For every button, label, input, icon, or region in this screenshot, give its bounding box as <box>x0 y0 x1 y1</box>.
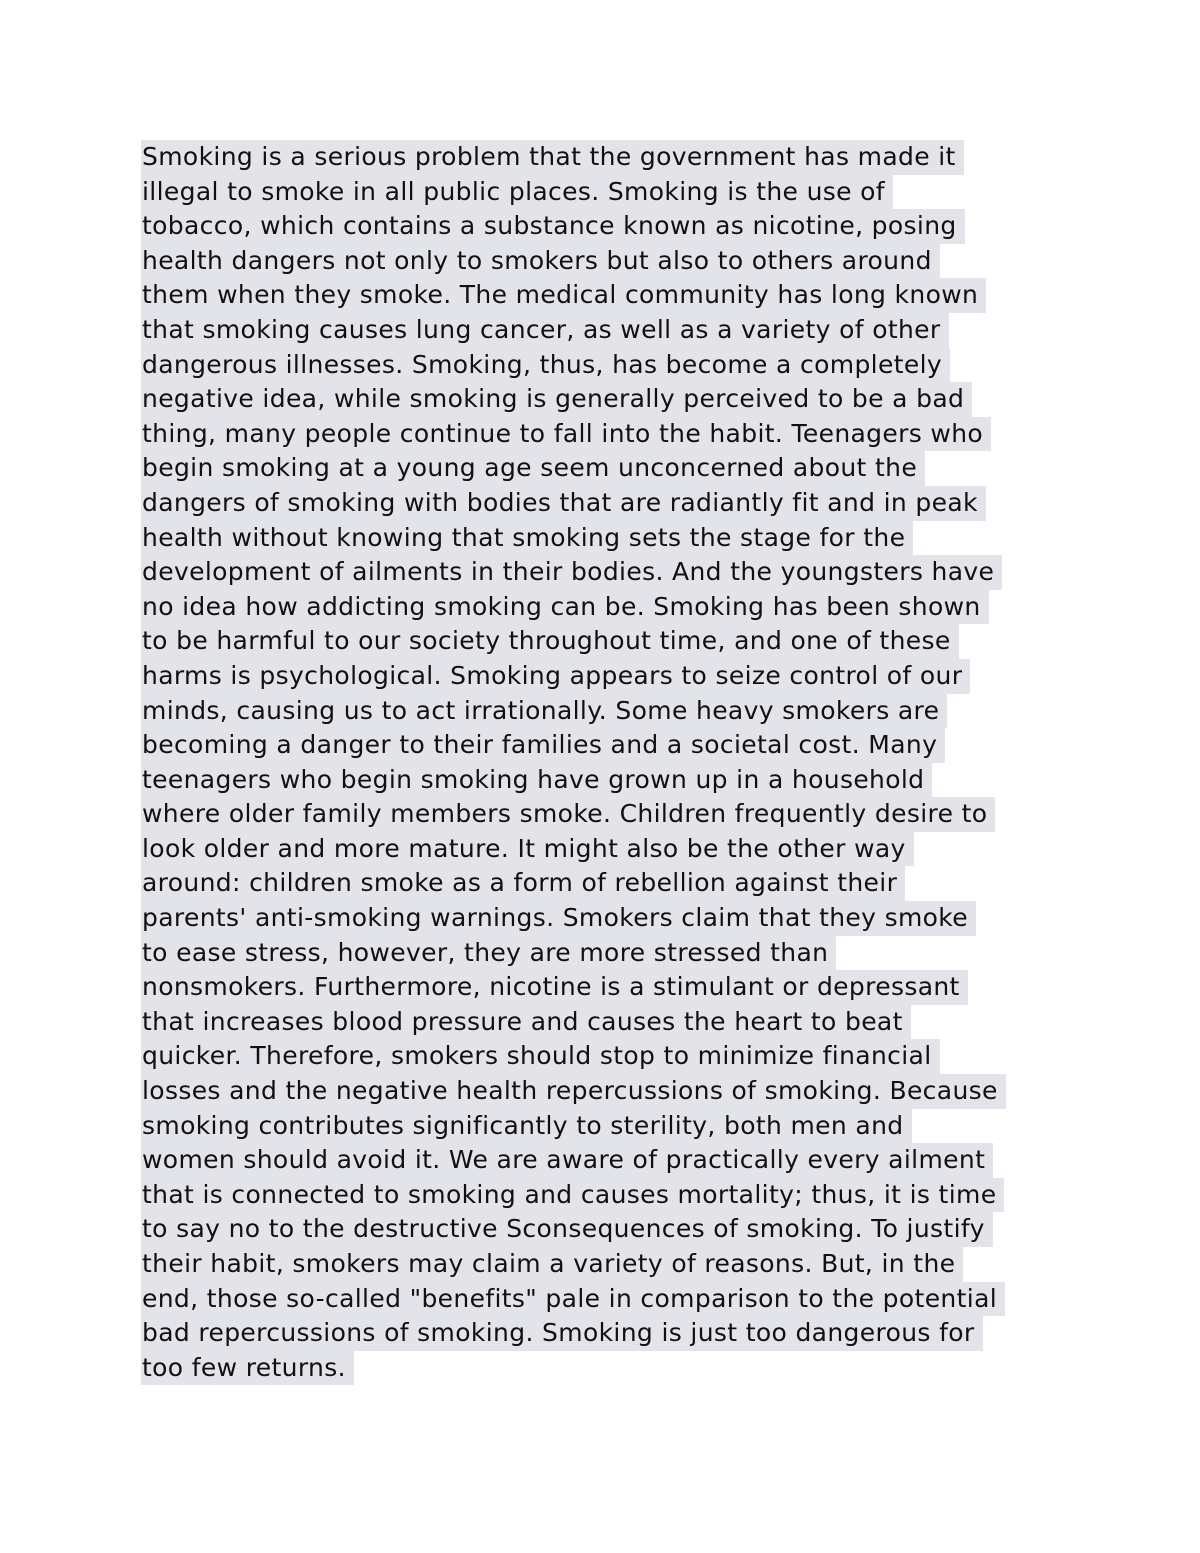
text-line <box>141 1039 1101 1074</box>
text-line-content: teenagers who begin smoking have grown up in a household <box>141 763 932 798</box>
text-line <box>141 936 1101 971</box>
text-line-content: smoking contributes significantly to sterility, both men and <box>141 1109 912 1144</box>
text-line <box>141 1005 1101 1040</box>
text-line <box>141 763 1101 798</box>
text-line <box>141 624 1101 659</box>
text-line <box>141 866 1101 901</box>
text-line <box>141 1109 1101 1144</box>
text-line-content: Smoking is a serious problem that the government has made it <box>141 140 964 175</box>
text-line <box>141 728 1101 763</box>
text-line <box>141 175 1101 210</box>
text-line <box>141 417 1101 452</box>
text-line-content: dangerous illnesses. Smoking, thus, has become a completely <box>141 348 950 383</box>
text-line-content: where older family members smoke. Children frequently desire to <box>141 797 995 832</box>
text-line-content: to ease stress, however, they are more stressed than <box>141 936 836 971</box>
text-line <box>141 451 1101 486</box>
text-line <box>141 1074 1101 1109</box>
text-line <box>141 278 1101 313</box>
text-line-content: health dangers not only to smokers but also to others around <box>141 244 940 279</box>
text-line-content: bad repercussions of smoking. Smoking is just too dangerous for <box>141 1316 983 1351</box>
text-line-content: women should avoid it. We are aware of practically every ailment <box>141 1143 993 1178</box>
text-line-content: minds, causing us to act irrationally. Some heavy smokers are <box>141 694 947 729</box>
text-line-content: to say no to the destructive Sconsequences of smoking. To justify <box>141 1212 993 1247</box>
text-line-content: look older and more mature. It might also be the other way <box>141 832 914 867</box>
text-line <box>141 832 1101 867</box>
text-line <box>141 521 1101 556</box>
text-line-content: them when they smoke. The medical community has long known <box>141 278 986 313</box>
text-line-content: that increases blood pressure and causes the heart to beat <box>141 1005 911 1040</box>
text-line-content: their habit, smokers may claim a variety of reasons. But, in the <box>141 1247 963 1282</box>
text-line <box>141 1351 1101 1386</box>
text-line <box>141 694 1101 729</box>
text-line-content: negative idea, while smoking is generally perceived to be a bad <box>141 382 972 417</box>
text-line-content: parents' anti-smoking warnings. Smokers claim that they smoke <box>141 901 976 936</box>
text-line <box>141 486 1101 521</box>
text-line <box>141 1178 1101 1213</box>
text-line <box>141 244 1101 279</box>
text-line-content: that is connected to smoking and causes mortality; thus, it is time <box>141 1178 1004 1213</box>
text-line <box>141 1143 1101 1178</box>
text-line-content: quicker. Therefore, smokers should stop to minimize financial <box>141 1039 940 1074</box>
text-line-content: development of ailments in their bodies. And the youngsters have <box>141 555 1002 590</box>
text-line <box>141 140 1101 175</box>
text-line-content: tobacco, which contains a substance known as nicotine, posing <box>141 209 965 244</box>
text-line <box>141 1247 1101 1282</box>
text-line <box>141 209 1101 244</box>
text-line <box>141 590 1101 625</box>
text-line-content: nonsmokers. Furthermore, nicotine is a stimulant or depressant <box>141 970 968 1005</box>
text-line <box>141 797 1101 832</box>
text-line-content: dangers of smoking with bodies that are radiantly fit and in peak <box>141 486 986 521</box>
text-line-content: around: children smoke as a form of rebellion against their <box>141 866 905 901</box>
text-line <box>141 1282 1101 1317</box>
text-line-content: illegal to smoke in all public places. Smoking is the use of <box>141 175 893 210</box>
text-line <box>141 382 1101 417</box>
text-line-content: begin smoking at a young age seem unconcerned about the <box>141 451 925 486</box>
text-line-content: health without knowing that smoking sets the stage for the <box>141 521 913 556</box>
text-line <box>141 901 1101 936</box>
text-line-content: too few returns. <box>141 1351 354 1386</box>
text-line-content: that smoking causes lung cancer, as well as a variety of other <box>141 313 949 348</box>
text-line <box>141 555 1101 590</box>
body-paragraph <box>141 140 1101 1385</box>
text-line-content: losses and the negative health repercussions of smoking. Because <box>141 1074 1006 1109</box>
text-line-content: thing, many people continue to fall into the habit. Teenagers who <box>141 417 991 452</box>
text-line-content: no idea how addicting smoking can be. Smoking has been shown <box>141 590 989 625</box>
text-line-content: end, those so-called "benefits" pale in comparison to the potential <box>141 1282 1005 1317</box>
text-line <box>141 313 1101 348</box>
text-line <box>141 1212 1101 1247</box>
text-line-content: harms is psychological. Smoking appears to seize control of our <box>141 659 970 694</box>
text-line <box>141 970 1101 1005</box>
text-line-content: to be harmful to our society throughout time, and one of these <box>141 624 959 659</box>
text-line-content: becoming a danger to their families and a societal cost. Many <box>141 728 945 763</box>
text-line <box>141 659 1101 694</box>
text-line <box>141 348 1101 383</box>
text-line <box>141 1316 1101 1351</box>
